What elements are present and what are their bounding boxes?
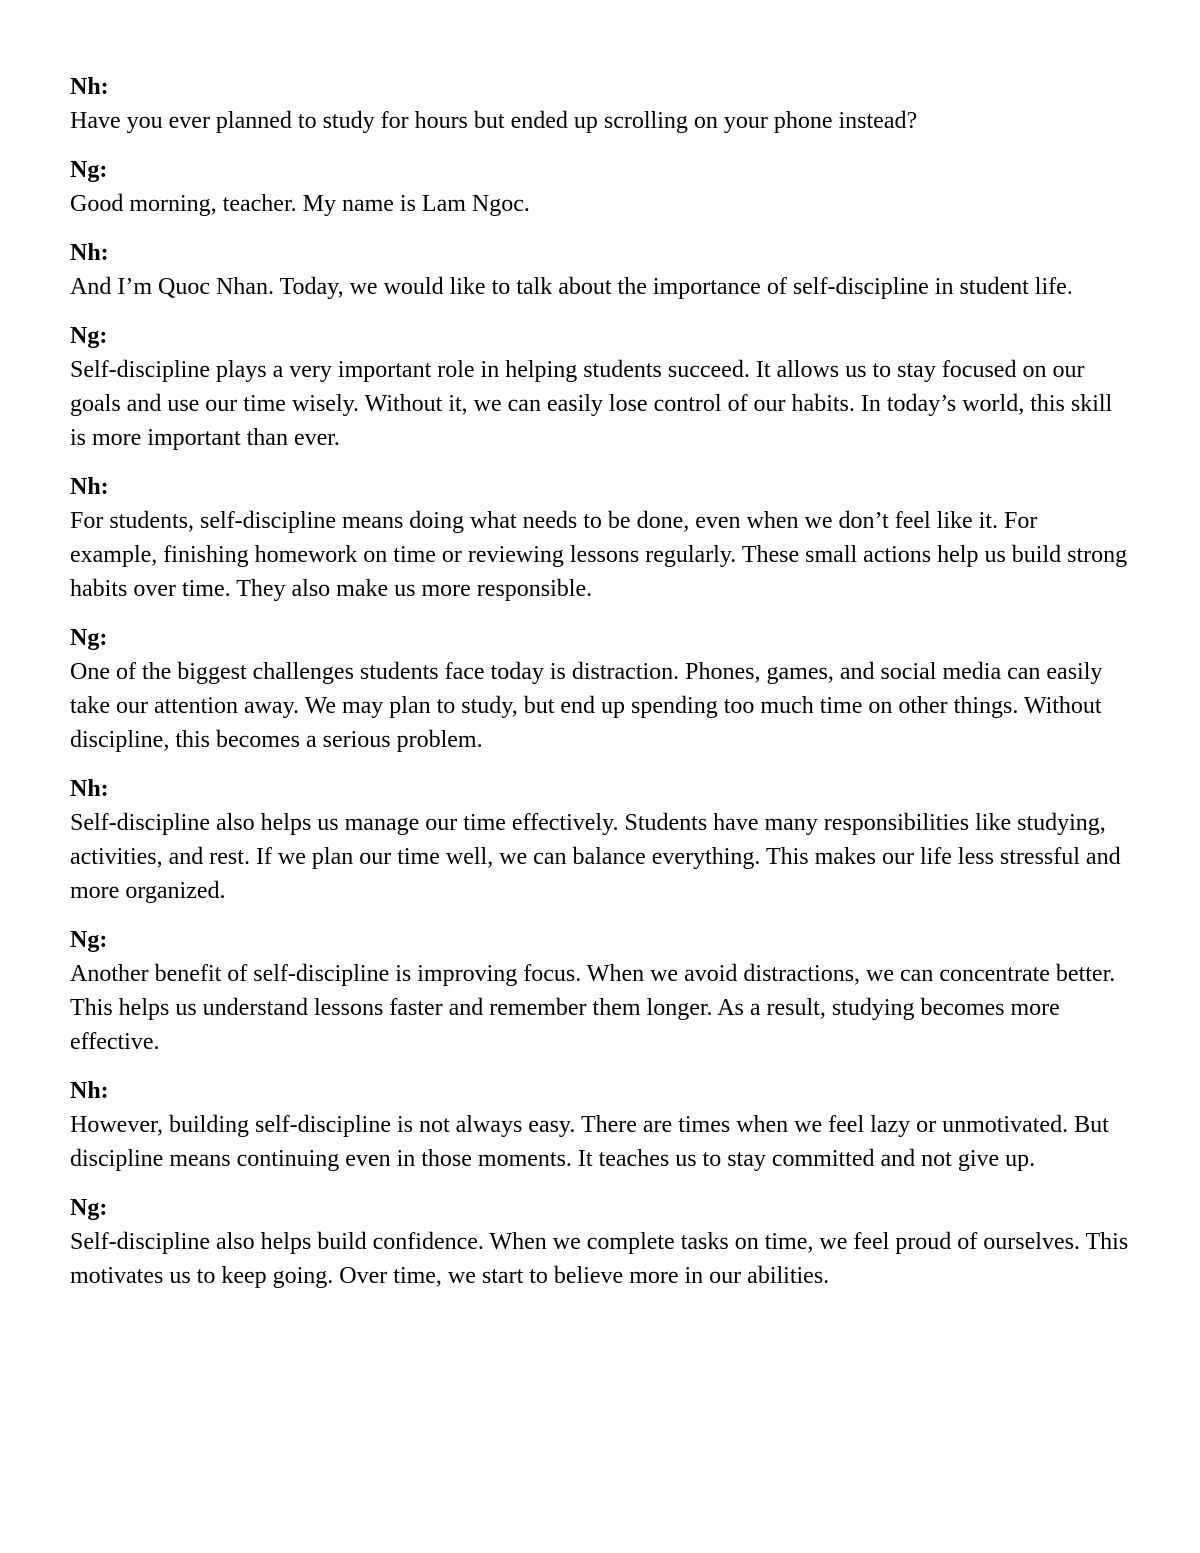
dialogue-text: However, building self-discipline is not always easy. There are times when we feel lazy or unmotivated. But discipline means continuing even in those moments. It teaches us to stay committed and not give up. (70, 1112, 1109, 1172)
dialogue-text: Good morning, teacher. My name is Lam Ngoc. (70, 191, 530, 217)
dialogue-text: Self-discipline also helps build confidence. When we complete tasks on time, we feel proud of ourselves. This motivates us to keep going. Over time, we start to believe more in our abilities. (70, 1229, 1129, 1289)
dialogue-turn (70, 1191, 1130, 1293)
speaker-label: Nh: (70, 474, 109, 500)
dialogue-turn (70, 621, 1130, 757)
dialogue-text: Self-discipline plays a very important role in helping students succeed. It allows us to stay focused on our goals and use our time wisely. Without it, we can easily lose control of our habits. In today’s world, this skill is more important than ever. (70, 357, 1113, 451)
dialogue-text: Have you ever planned to study for hours but ended up scrolling on your phone instead? (70, 108, 918, 134)
document-page (70, 70, 1130, 1308)
dialogue-text: And I’m Quoc Nhan. Today, we would like to talk about the importance of self-discipline in student life. (70, 274, 1073, 300)
speaker-label: Nh: (70, 1078, 109, 1104)
speaker-label: Nh: (70, 74, 109, 100)
dialogue-turn (70, 1074, 1130, 1176)
dialogue-text: For students, self-discipline means doing what needs to be done, even when we don’t feel like it. For example, finishing homework on time or reviewing lessons regularly. These small actions help us build strong habits over time. They also make us more responsible. (70, 508, 1128, 602)
dialogue-turn (70, 236, 1130, 304)
dialogue-turn (70, 772, 1130, 908)
dialogue-turn (70, 153, 1130, 221)
speaker-label: Ng: (70, 927, 108, 953)
speaker-label: Nh: (70, 240, 109, 266)
dialogue-text: Another benefit of self-discipline is improving focus. When we avoid distractions, we can concentrate better. This helps us understand lessons faster and remember them longer. As a result, studying becomes more effective. (70, 961, 1116, 1055)
speaker-label: Ng: (70, 1195, 108, 1221)
dialogue-turn (70, 70, 1130, 138)
speaker-label: Ng: (70, 323, 108, 349)
dialogue-turn (70, 319, 1130, 455)
speaker-label: Ng: (70, 625, 108, 651)
speaker-label: Ng: (70, 157, 108, 183)
dialogue-text: Self-discipline also helps us manage our time effectively. Students have many responsibilities like studying, activities, and rest. If we plan our time well, we can balance everything. This makes our life less stressful and more organized. (70, 810, 1121, 904)
dialogue-turn (70, 923, 1130, 1059)
dialogue-turn (70, 470, 1130, 606)
speaker-label: Nh: (70, 776, 109, 802)
dialogue-text: One of the biggest challenges students face today is distraction. Phones, games, and social media can easily take our attention away. We may plan to study, but end up spending too much time on other things. Without discipline, this becomes a serious problem. (70, 659, 1103, 753)
